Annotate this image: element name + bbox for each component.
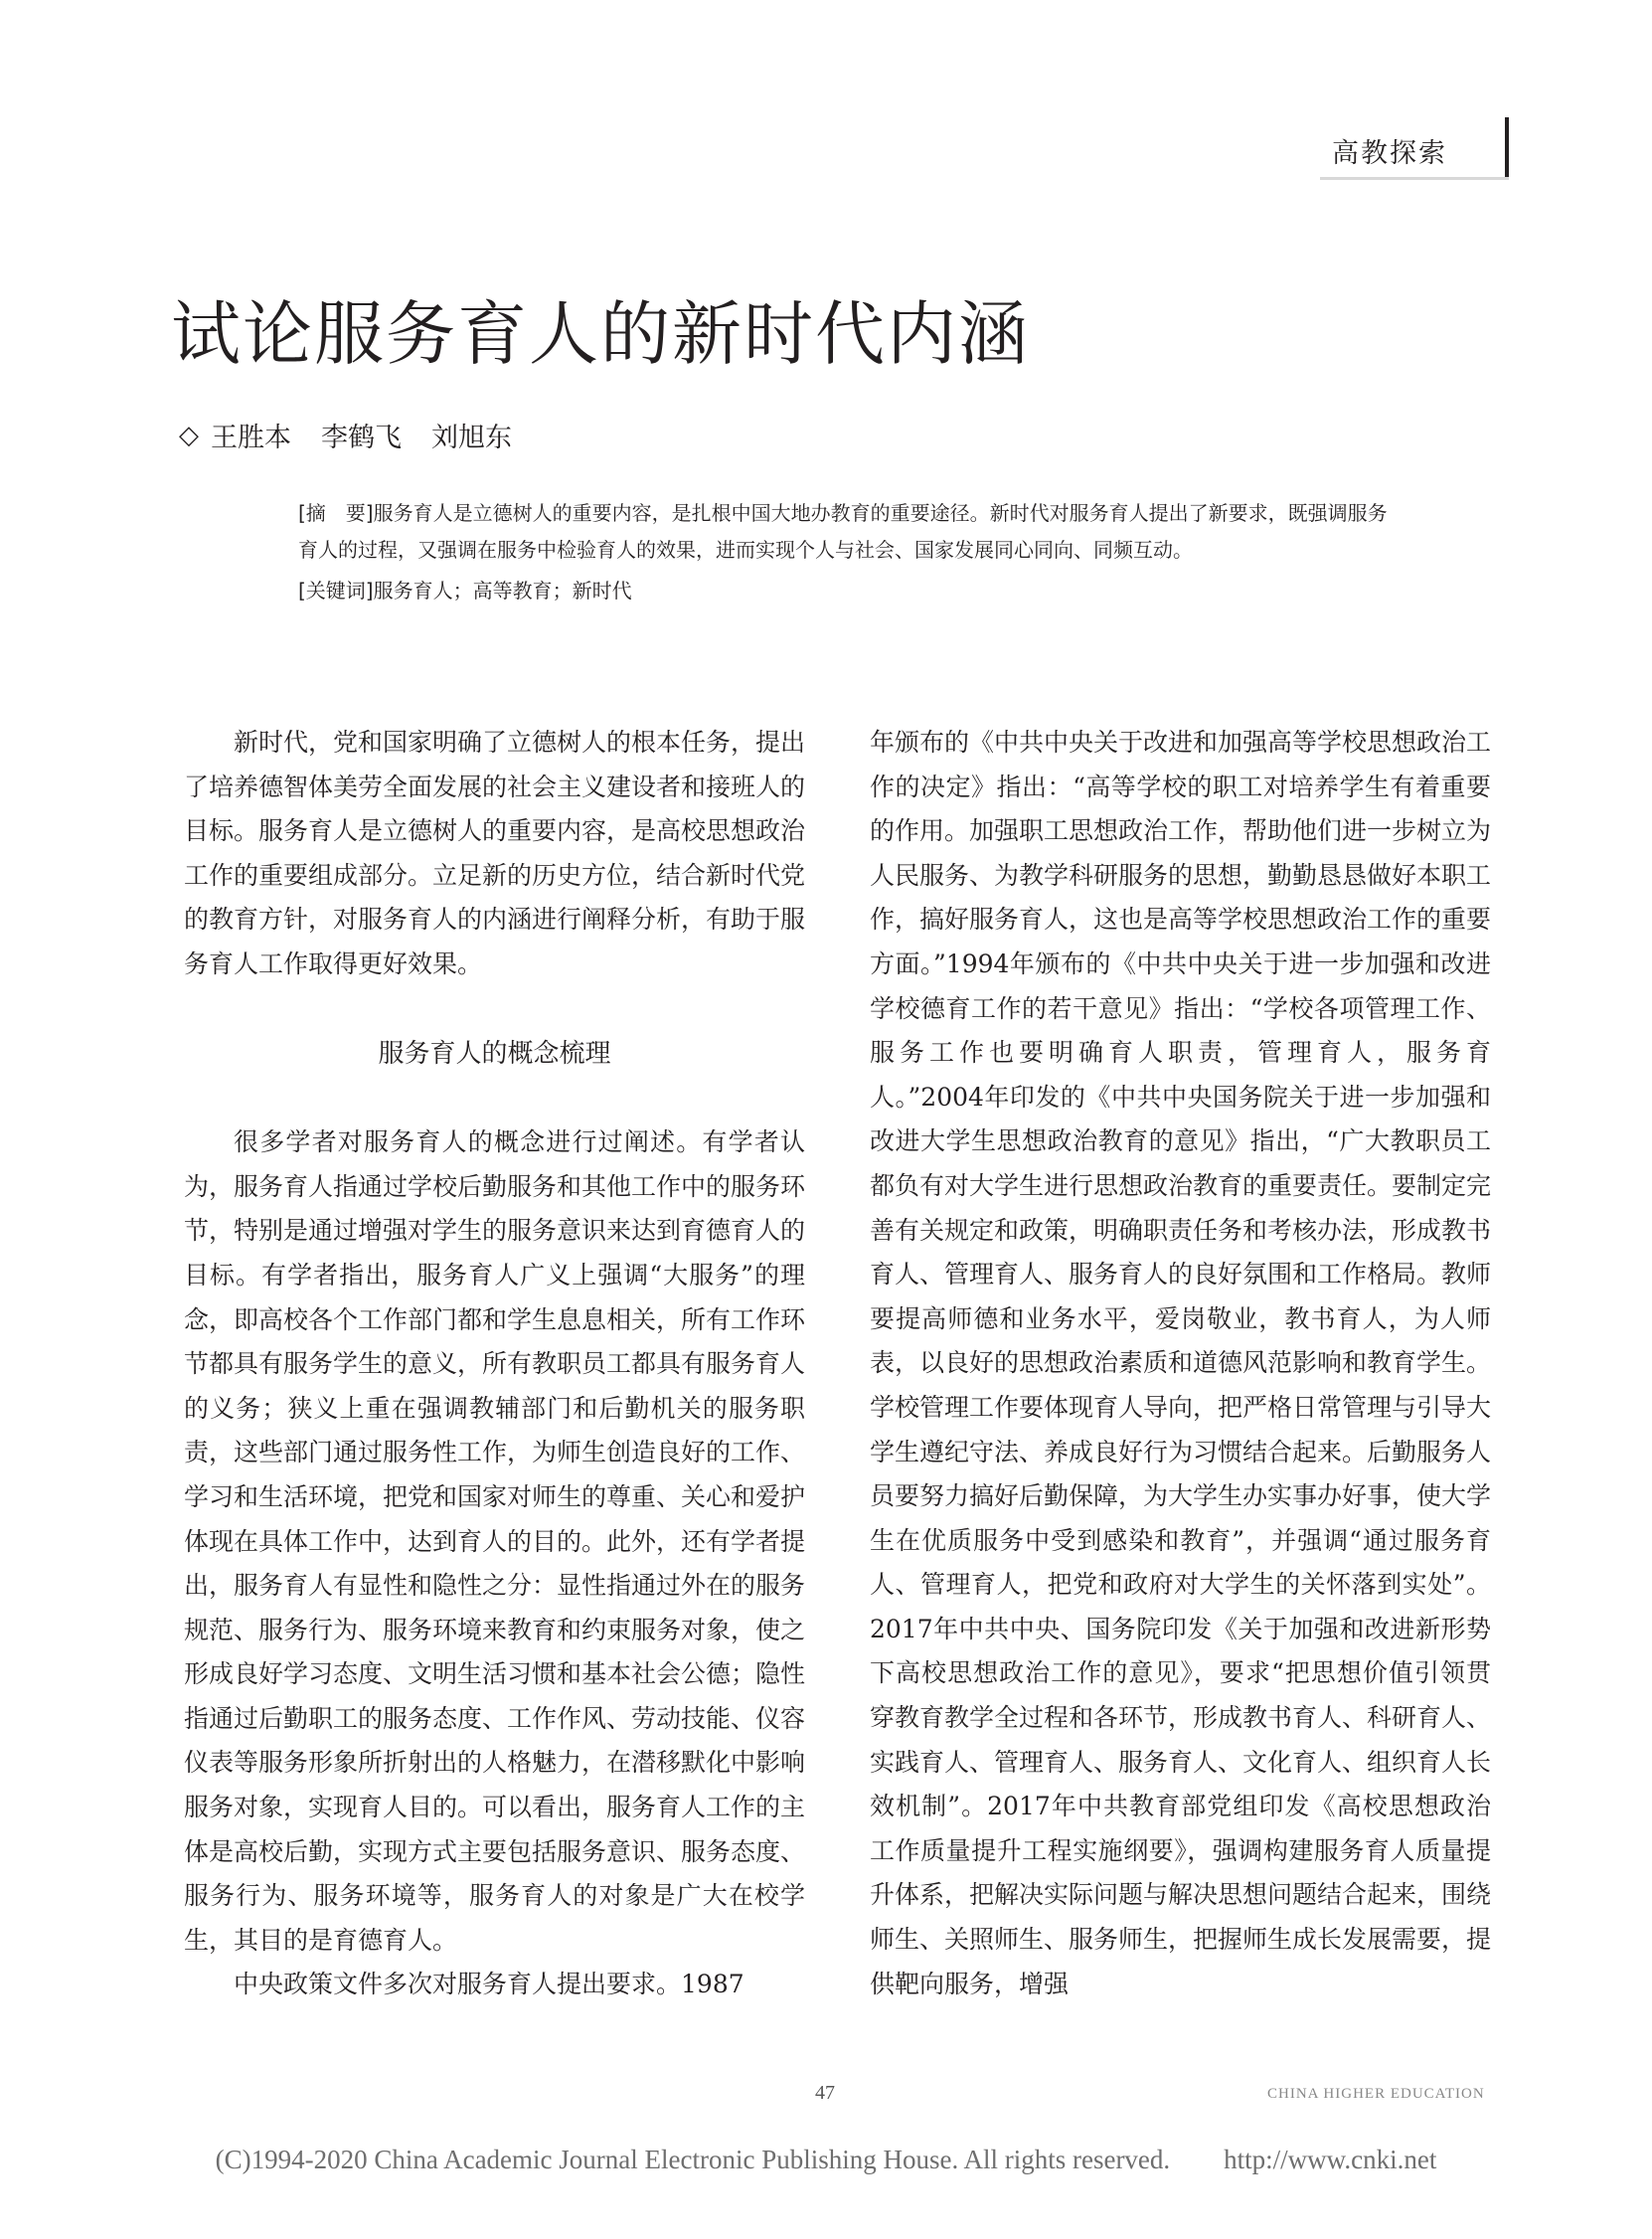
body-paragraph: 年颁布的《中共中央关于改进和加强高等学校思想政治工作的决定》指出：“高等学校的职工对培养学生有着重要的作用。加强职工思想政治工作，帮助他们进一步树立为人民服务、为教学科研服务的思想，勤勤恳恳做好本职工作，搞好服务育人，这也是高等学校思想政治工作的重要方面。”1994年颁布的《中共中央关于进一步加强和改进学校德育工作的若干意见》指出：“学校各项管理工作、服务工作也要明确育人职责，管理育人，服务育人。”2004年印发的《中共中央国务院关于进一步加强和改进大学生思想政治教育的意见》指出，“广大教职员工都负有对大学生进行思想政治教育的重要责任。要制定完善有关规定和政策，明确职责任务和考核办法，形成教书育人、管理育人、服务育人的良好氛围和工作格局。教师要提高师德和业务水平，爱岗敬业，教书育人，为人师表，以良好的思想政治素质和道德风范影响和教育学生。学校管理工作要体现育人导向，把严格日常管理与引导大学生遵纪守法、养成良好行为习惯结合起来。后勤服务人员要努力搞好后勤保障，为大学生办实事办好事，使大学生在优质服务中受到感染和教育”，并强调“通过服务育人、管理育人，把党和政府对大学生的关怀落到实处”。2017年中共中央、国务院印发《关于加强和改进新形势下高校思想政治工作的意见》，要求“把思想价值引领贯穿教育教学全过程和各环节，形成教书育人、科研育人、实践育人、管理育人、服务育人、文化育人、组织育人长效机制”。2017年中共教育部党组印发《高校思想政治工作质量提升工程实施纲要》，强调构建服务育人质量提升体系，把解决实际问题与解决思想问题结合起来，围绕师生、关照师生、服务师生，把握师生成长发展需要，提供靶向服务，增强 — [870, 728, 1492, 1998]
abstract — [298, 495, 1402, 569]
journal-name: CHINA HIGHER EDUCATION — [1267, 2086, 1485, 2102]
section-tag — [1320, 121, 1459, 179]
right-column — [870, 721, 1491, 2006]
abstract-block — [298, 495, 1402, 609]
keywords-text: 服务育人；高等教育；新时代 — [373, 579, 632, 603]
author-name: 李鹤飞 — [321, 423, 402, 453]
section-tag-label: 高教探索 — [1332, 137, 1447, 169]
section-tag-rule — [1505, 117, 1509, 179]
page-number: 47 — [815, 2082, 835, 2104]
diamond-icon: ◇ — [179, 420, 199, 450]
section-heading: 服务育人的概念梳理 — [378, 1038, 611, 1069]
abstract-label: [摘 要] — [298, 501, 374, 525]
body-paragraph: 中央政策文件多次对服务育人提出要求。1987 — [234, 1970, 744, 1999]
keywords-label: [关键词] — [298, 579, 374, 603]
article-title: 试论服务育人的新时代内涵 — [171, 293, 1030, 375]
author-list — [179, 416, 512, 454]
copyright-notice: (C)1994-2020 China Academic Journal Electronic Publishing House. All rights reserved. http://www.cnki.net — [215, 2145, 1437, 2174]
abstract-text: 服务育人是立德树人的重要内容，是扎根中国大地办教育的重要途径。新时代对服务育人提出了新要求，既强调服务育人的过程，又强调在服务中检验育人的效果，进而实现个人与社会、国家发展同心同向、同频互动。 — [298, 501, 1388, 562]
author-name: 王胜本 — [211, 423, 291, 453]
body-paragraph: 很多学者对服务育人的概念进行过阐述。有学者认为，服务育人指通过学校后勤服务和其他工作中的服务环节，特别是通过增强对学生的服务意识来达到育德育人的目标。有学者指出，服务育人广义上强调“大服务”的理念，即高校各个工作部门都和学生息息相关，所有工作环节都具有服务学生的意义，所有教职员工都具有服务育人的义务；狭义上重在强调教辅部门和后勤机关的服务职责，这些部门通过服务性工作，为师生创造良好的工作、学习和生活环境，把党和国家对师生的尊重、关心和爱护体现在具体工作中，达到育人的目的。此外，还有学者提出，服务育人有显性和隐性之分：显性指通过外在的服务规范、服务行为、服务环境来教育和约束服务对象，使之形成良好学习态度、文明生活习惯和基本社会公德；隐性指通过后勤职工的服务态度、工作作风、劳动技能、仪容仪表等服务形象所折射出的人格魅力，在潜移默化中影响服务对象，实现育人目的。可以看出，服务育人工作的主体是高校后勤，实现方式主要包括服务意识、服务态度、服务行为、服务环境等，服务育人的对象是广大在校学生，其目的是育德育人。 — [184, 1127, 806, 1955]
left-column — [184, 721, 805, 2007]
intro-paragraph: 新时代，党和国家明确了立德树人的根本任务，提出了培养德智体美劳全面发展的社会主义建设者和接班人的目标。服务育人是立德树人的重要内容，是高校思想政治工作的重要组成部分。立足新的历史方位，结合新时代党的教育方针，对服务育人的内涵进行阐释分析，有助于服务育人工作取得更好效果。 — [184, 728, 806, 978]
section-tag-underline — [1320, 177, 1509, 180]
keywords — [298, 573, 1402, 609]
author-name: 刘旭东 — [431, 423, 512, 453]
